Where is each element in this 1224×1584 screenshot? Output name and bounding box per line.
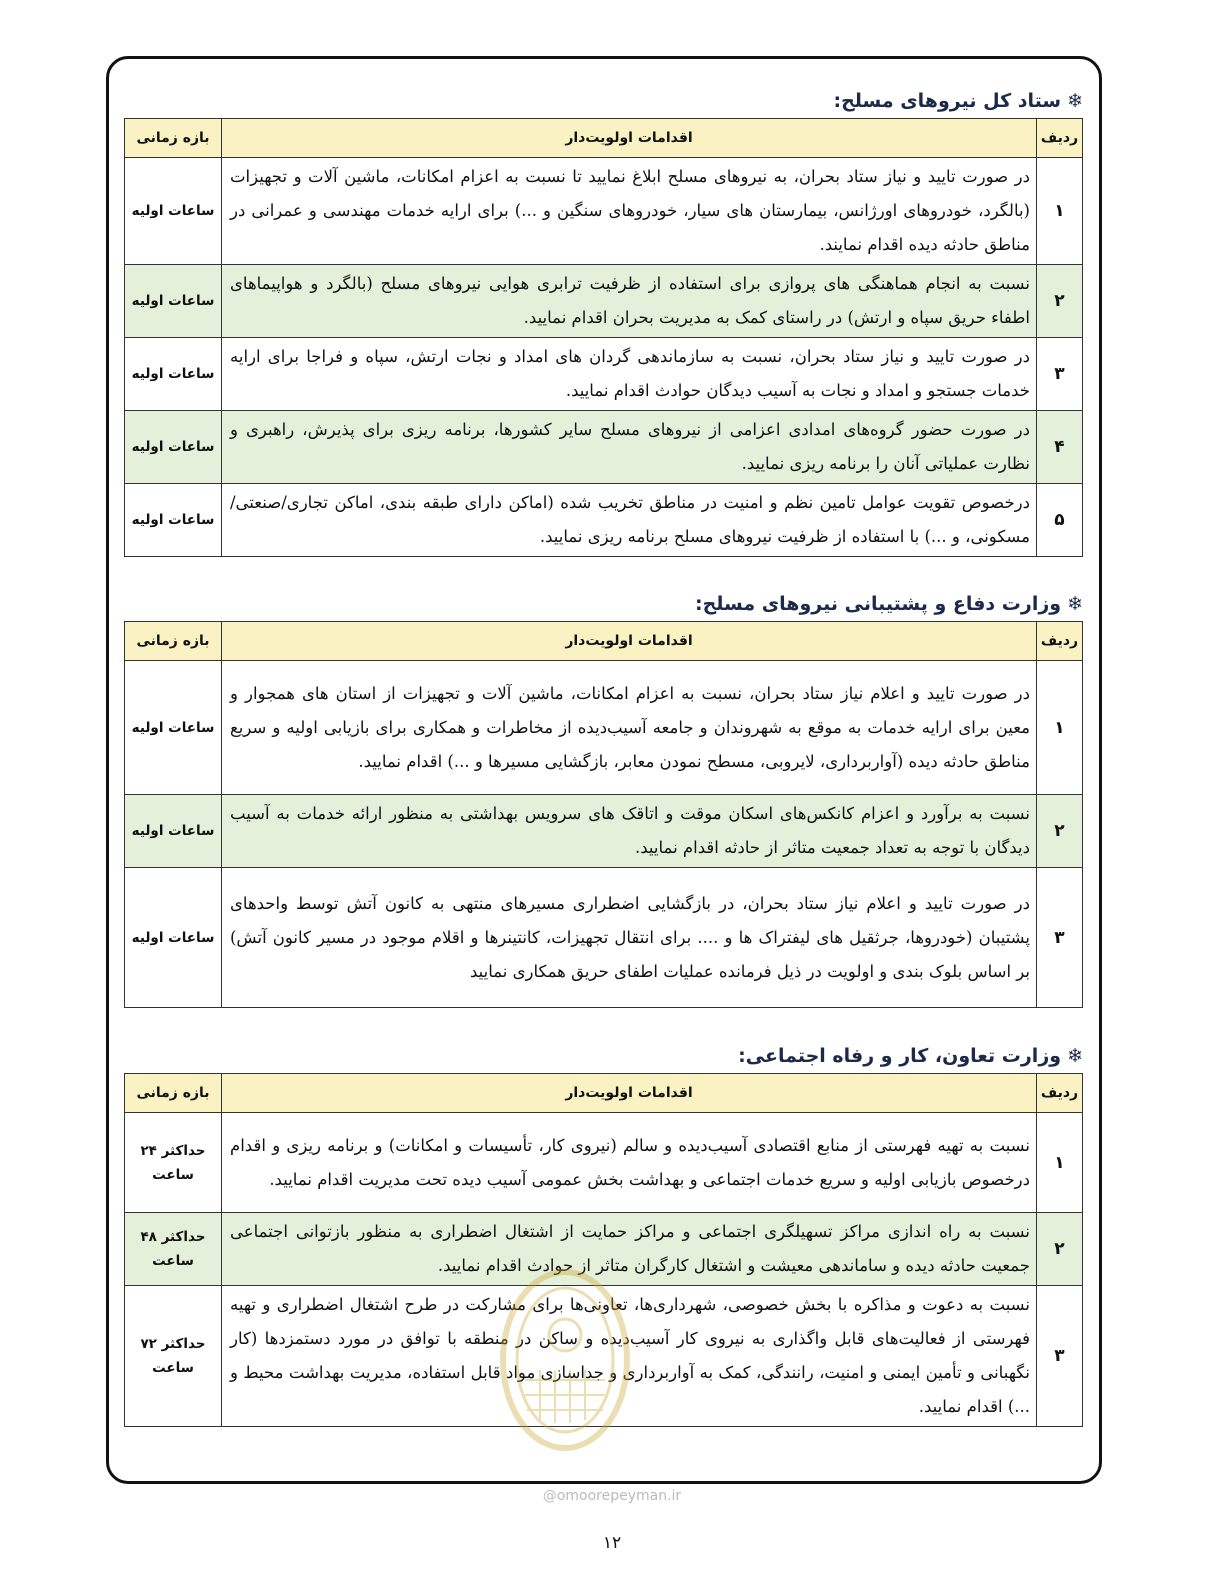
row-action-text: نسبت به انجام هماهنگی های پروازی برای استفاده از ظرفیت ترابری هوایی نیروهای مسلح (بالگرد و هواپیماهای اطفاء حریق سپاه و ارتش) در راستای کمک به مدیریت بحران اقدام نمایید. — [222, 265, 1037, 338]
row-time: ساعات اولیه — [125, 795, 222, 868]
header-time: بازه زمانی — [125, 1074, 222, 1113]
table-row — [125, 158, 1083, 265]
table-row — [125, 484, 1083, 557]
row-number: ۵ — [1037, 484, 1083, 557]
row-action-text: نسبت به دعوت و مذاکره با بخش خصوصی، شهرداری‌ها، تعاونی‌ها برای مشارکت در طرح اشتغال اضطراری و تهیه فهرستی از فعالیت‌های قابل واگذاری به نیروی کار آسیب‌دیده و ساکن در منطقه با توافق در مورد دستمزدها (کار نگهبانی و تأمین ایمنی و امنیت، رانندگی، کمک به آواربرداری و جداسازی مواد قابل استفاده، مدیریت بهداشت محیط و ...) اقدام نمایید. — [222, 1286, 1037, 1427]
table-row — [125, 1113, 1083, 1213]
row-number: ۲ — [1037, 795, 1083, 868]
row-time: ساعات اولیه — [125, 158, 222, 265]
row-action-text: در صورت تایید و نیاز ستاد بحران، به نیروهای مسلح ابلاغ نمایید تا نسبت به اعزام امکانات، ماشین آلات و تجهیزات (بالگرد، خودروهای اورژانس، بیمارستان های سیار، خودروهای سنگین و ...) برای ارایه خدمات مهندسی و عمرانی در مناطق حادثه دیده اقدام نمایند. — [222, 158, 1037, 265]
page-number: ۱۲ — [602, 1533, 622, 1553]
row-time: ساعات اولیه — [125, 411, 222, 484]
row-action-text: درخصوص تقویت عوامل تامین نظم و امنیت در مناطق تخریب شده (اماکن دارای طبقه بندی، اماکن تجاری/صنعتی/مسکونی، و ...) با استفاده از ظرفیت نیروهای مسلح برنامه ریزی نمایید. — [222, 484, 1037, 557]
header-row-no: ردیف — [1037, 1074, 1083, 1113]
row-number: ۳ — [1037, 1286, 1083, 1427]
section-title: ❄وزارت دفاع و پشتیبانی نیروهای مسلح: — [694, 593, 1083, 615]
section-title: ❄ستاد کل نیروهای مسلح: — [833, 90, 1083, 112]
row-action-text: نسبت به برآورد و اعزام کانکس‌های اسکان موقت و اتاقک های سرویس بهداشتی به منظور ارائه خدمات به آسیب دیدگان با توجه به تعداد جمعیت متاثر از حادثه اقدام نمایید. — [222, 795, 1037, 868]
snowflake-icon: ❄ — [1067, 593, 1083, 615]
table-row — [125, 265, 1083, 338]
row-time: حداکثر ۴۸ ساعت — [125, 1213, 222, 1286]
actions-table — [124, 621, 1083, 1008]
table-row — [125, 411, 1083, 484]
header-actions: اقدامات اولویت‌دار — [222, 119, 1037, 158]
row-time: ساعات اولیه — [125, 265, 222, 338]
row-time: ساعات اولیه — [125, 661, 222, 795]
table-row — [125, 795, 1083, 868]
row-action-text: در صورت تایید و اعلام نیاز ستاد بحران، در بازگشایی اضطراری مسیرهای منتهی به کانون آتش توسط واحدهای پشتیبان (خودروها، جرثقیل های لیفتراک ها و .... برای انتقال تجهیزات، کانتینرها و اقلام موجود در مسیر کانون آتش) بر اساس بلوک بندی و اولویت در ذیل فرمانده عملیات اطفای حریق همکاری نمایید — [222, 868, 1037, 1008]
row-time: ساعات اولیه — [125, 338, 222, 411]
row-action-text: نسبت به تهیه فهرستی از منابع اقتصادی آسیب‌دیده و سالم (نیروی کار، تأسیسات و امکانات) و برنامه ریزی و اقدام درخصوص بازیابی اولیه و سریع خدمات اجتماعی و بهداشت بخش عمومی آسیب دیده تحت مدیریت اقدام نمایید. — [222, 1113, 1037, 1213]
table-header-row — [125, 622, 1083, 661]
row-action-text: نسبت به راه اندازی مراکز تسهیلگری اجتماعی و مراکز حمایت از اشتغال اضطراری به منظور بازتوانی اجتماعی جمعیت حادثه دیده و ساماندهی معیشت و اشتغال کارگران متاثر از حوادث اقدام نمایید. — [222, 1213, 1037, 1286]
row-number: ۴ — [1037, 411, 1083, 484]
header-actions: اقدامات اولویت‌دار — [222, 1074, 1037, 1113]
row-number: ۲ — [1037, 265, 1083, 338]
snowflake-icon: ❄ — [1067, 1045, 1083, 1067]
snowflake-icon: ❄ — [1067, 90, 1083, 112]
row-number: ۳ — [1037, 868, 1083, 1008]
row-time: ساعات اولیه — [125, 868, 222, 1008]
section-armed-forces-general-staff — [125, 84, 1083, 557]
row-action-text: در صورت تایید و نیاز ستاد بحران، نسبت به سازماندهی گردان های امداد و نجات ارتش، سپاه و فراجا برای ارایه خدمات جستجو و امداد و نجات به آسیب دیدگان حوادث اقدام نمایید. — [222, 338, 1037, 411]
section-title: ❄وزارت تعاون، کار و رفاه اجتماعی: — [738, 1045, 1083, 1067]
table-row — [125, 868, 1083, 1008]
row-number: ۱ — [1037, 1113, 1083, 1213]
header-row-no: ردیف — [1037, 119, 1083, 158]
row-time: حداکثر ۷۲ ساعت — [125, 1286, 222, 1427]
header-time: بازه زمانی — [125, 119, 222, 158]
table-header-row — [125, 1074, 1083, 1113]
header-row-no: ردیف — [1037, 622, 1083, 661]
row-time: ساعات اولیه — [125, 484, 222, 557]
table-row — [125, 661, 1083, 795]
section-ministry-of-defense — [125, 587, 1083, 1008]
row-action-text: در صورت حضور گروه‌های امدادی اعزامی از نیروهای مسلح سایر کشورها، برنامه ریزی برای پذیرش، راهبری و نظارت عملیاتی آنان را برنامه ریزی نمایید. — [222, 411, 1037, 484]
table-row — [125, 338, 1083, 411]
header-actions: اقدامات اولویت‌دار — [222, 622, 1037, 661]
table-header-row — [125, 119, 1083, 158]
row-number: ۲ — [1037, 1213, 1083, 1286]
header-time: بازه زمانی — [125, 622, 222, 661]
watermark-seal-icon — [495, 1265, 635, 1455]
row-time: حداکثر ۲۴ ساعت — [125, 1113, 222, 1213]
row-number: ۱ — [1037, 158, 1083, 265]
row-number: ۳ — [1037, 338, 1083, 411]
row-number: ۱ — [1037, 661, 1083, 795]
actions-table — [124, 118, 1083, 557]
watermark-url: @omoorepeyman.ir — [542, 1488, 682, 1504]
row-action-text: در صورت تایید و اعلام نیاز ستاد بحران، نسبت به اعزام امکانات، ماشین آلات و تجهیزات از استان های همجوار و معین برای ارایه خدمات به موقع به شهروندان و جامعه آسیب‌دیده از مخاطرات و همکاری برای بازیابی اولیه و سریع مناطق حادثه دیده (آواربرداری، لایروبی، مسطح نمودن معابر، بازگشایی مسیرها و ...) اقدام نمایید. — [222, 661, 1037, 795]
